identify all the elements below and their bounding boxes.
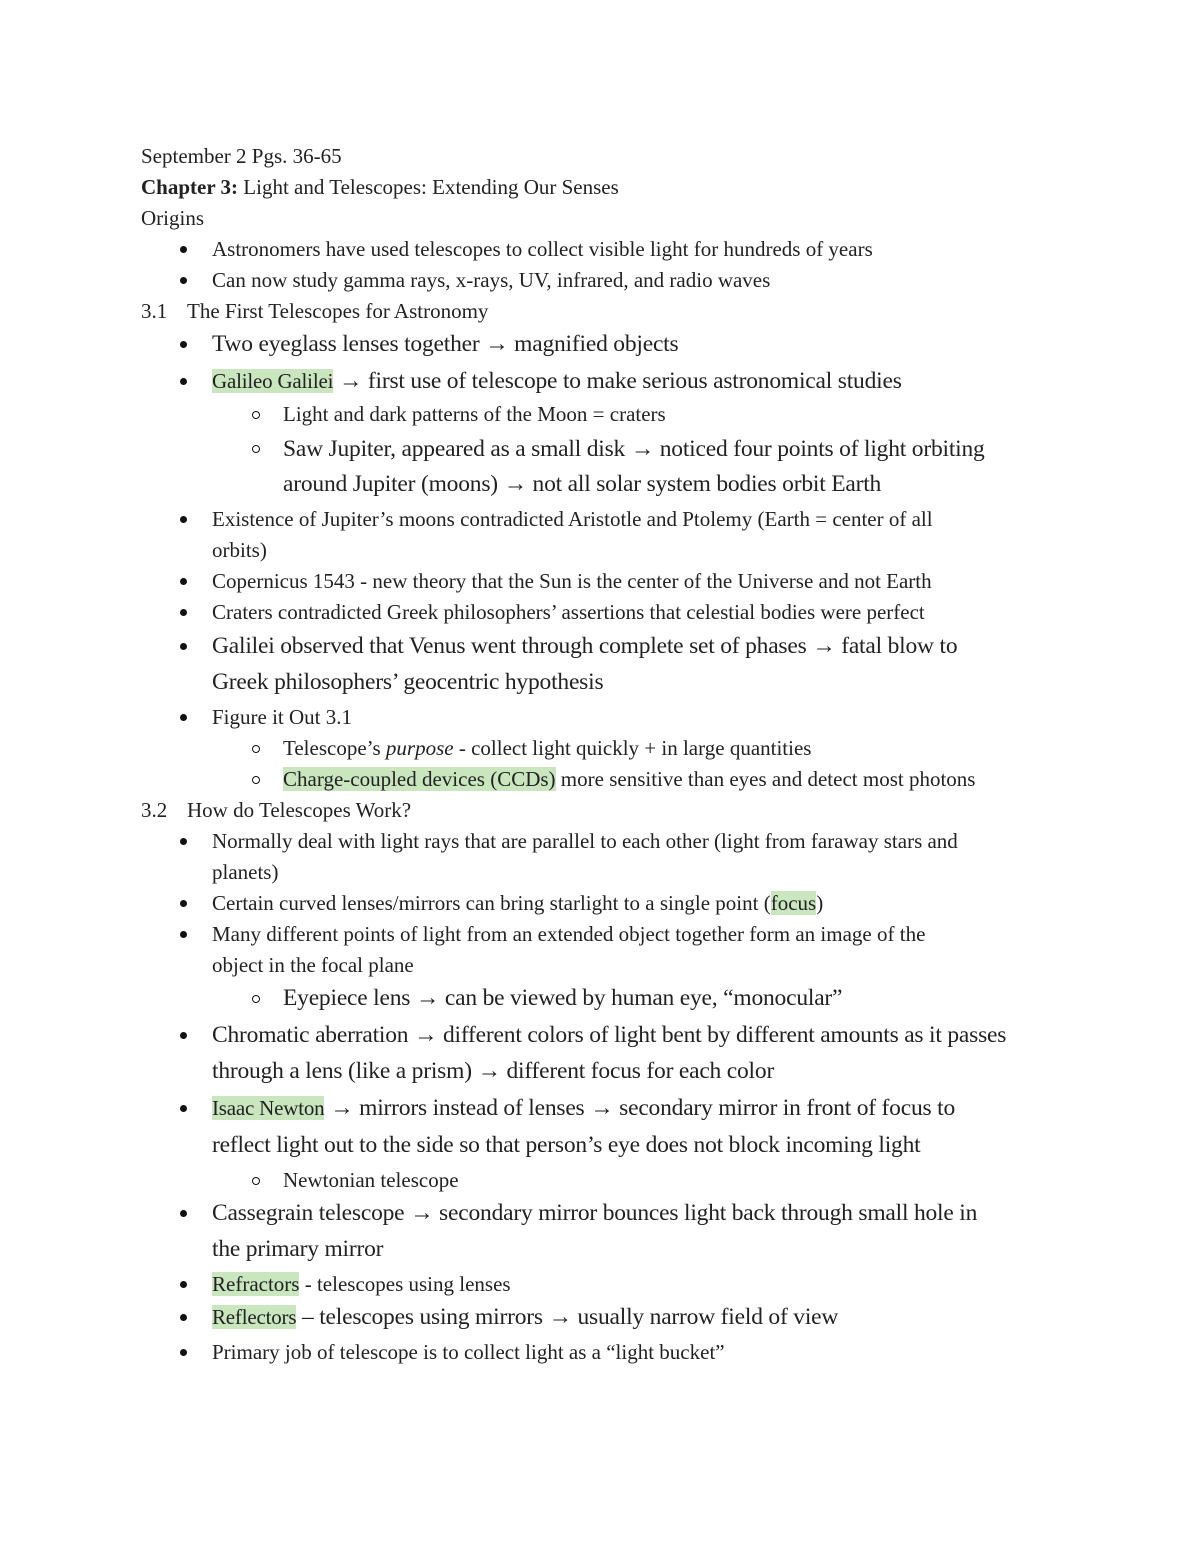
list-item — [212, 888, 823, 919]
list-item — [212, 1269, 511, 1300]
chapter-title: Light and Telescopes: Extending Our Senses — [243, 175, 619, 199]
list-item: Copernicus 1543 - new theory that the Sun is the center of the Universe and not Earth — [212, 569, 932, 593]
bullet-icon — [180, 714, 187, 721]
bullet-icon — [180, 643, 187, 650]
sub-list-item — [283, 733, 811, 764]
sub-list-item: Light and dark patterns of the Moon = craters — [283, 402, 666, 426]
highlighted-term: Reflectors — [212, 1305, 297, 1329]
bullet-icon — [180, 1105, 187, 1112]
list-item: Existence of Jupiter’s moons contradicted Aristotle and Ptolemy (Earth = center of all — [212, 507, 933, 531]
sub-list-item-text: - collect light quickly + in large quantities — [453, 736, 812, 760]
bullet-icon — [180, 1281, 187, 1288]
sub-bullet-icon — [252, 1177, 260, 1185]
bullet-icon — [180, 378, 187, 385]
list-item: Craters contradicted Greek philosophers’ assertions that celestial bodies were perfect — [212, 600, 925, 624]
list-item: Cassegrain telescope → secondary mirror bounces light back through small hole in — [212, 1200, 978, 1226]
sub-list-item-text: Telescope’s — [283, 736, 386, 760]
sub-bullet-icon — [252, 445, 260, 453]
sub-bullet-icon — [252, 776, 260, 784]
bullet-icon — [180, 1314, 187, 1321]
bullet-icon — [180, 578, 187, 585]
chapter-label: Chapter 3: — [141, 175, 239, 199]
list-item — [212, 363, 902, 399]
list-item-text: ) — [816, 891, 824, 915]
list-item-continued: the primary mirror — [212, 1236, 384, 1262]
highlighted-term: Refractors — [212, 1272, 300, 1296]
list-item-continued: object in the focal plane — [212, 953, 414, 977]
list-item-continued: orbits) — [212, 538, 267, 562]
bullet-icon — [180, 516, 187, 523]
highlighted-term: Galileo Galilei — [212, 369, 334, 393]
bullet-icon — [180, 277, 187, 284]
highlighted-term: focus — [770, 891, 817, 915]
bullet-icon — [180, 246, 187, 253]
list-item: Primary job of telescope is to collect light as a “light bucket” — [212, 1340, 725, 1364]
list-item: Can now study gamma rays, x-rays, UV, infrared, and radio waves — [212, 268, 771, 292]
list-item: Normally deal with light rays that are parallel to each other (light from faraway stars and — [212, 829, 958, 853]
list-item: Galilei observed that Venus went through complete set of phases → fatal blow to — [212, 633, 958, 659]
list-item: Figure it Out 3.1 — [212, 705, 352, 729]
bullet-icon — [180, 1032, 187, 1039]
sub-list-item — [283, 764, 975, 795]
highlighted-term: Charge-coupled devices (CCDs) — [283, 767, 556, 791]
list-item-text: – telescopes using mirrors → usually narrow field of view — [296, 1304, 839, 1330]
sub-list-item: Saw Jupiter, appeared as a small disk → noticed four points of light orbiting — [283, 436, 985, 462]
list-item-text: Certain curved lenses/mirrors can bring starlight to a single point ( — [212, 891, 771, 915]
sub-list-item-continued: around Jupiter (moons) → not all solar system bodies orbit Earth — [283, 471, 882, 497]
origins-heading: Origins — [141, 206, 204, 230]
emphasis: purpose — [385, 736, 454, 760]
bullet-icon — [180, 609, 187, 616]
sub-list-item: Eyepiece lens → can be viewed by human eye, “monocular” — [283, 985, 843, 1011]
list-item-text: → mirrors instead of lenses → secondary mirror in front of focus to — [324, 1095, 956, 1121]
section-title: The First Telescopes for Astronomy — [187, 299, 489, 323]
list-item: Astronomers have used telescopes to collect visible light for hundreds of years — [212, 237, 873, 261]
bullet-icon — [180, 1210, 187, 1217]
list-item: Many different points of light from an extended object together form an image of the — [212, 922, 926, 946]
list-item: Two eyeglass lenses together → magnified objects — [212, 331, 679, 357]
list-item — [212, 1090, 955, 1126]
list-item-continued: Greek philosophers’ geocentric hypothesis — [212, 669, 604, 695]
section-heading-3-1 — [141, 296, 488, 327]
date-line: September 2 Pgs. 36-65 — [141, 144, 342, 168]
list-item-continued: through a lens (like a prism) → different focus for each color — [212, 1058, 775, 1084]
list-item — [212, 1299, 838, 1335]
bullet-icon — [180, 341, 187, 348]
bullet-icon — [180, 931, 187, 938]
bullet-icon — [180, 1349, 187, 1356]
bullet-icon — [180, 900, 187, 907]
section-heading-3-2 — [141, 795, 411, 826]
sub-bullet-icon — [252, 745, 260, 753]
bullet-icon — [180, 838, 187, 845]
list-item-continued: planets) — [212, 860, 279, 884]
sub-bullet-icon — [252, 411, 260, 419]
section-number: 3.2 — [141, 798, 168, 822]
sub-bullet-icon — [252, 995, 260, 1003]
sub-list-item-text: more sensitive than eyes and detect most photons — [555, 767, 976, 791]
section-number: 3.1 — [141, 299, 168, 323]
sub-list-item: Newtonian telescope — [283, 1168, 459, 1192]
section-title: How do Telescopes Work? — [187, 798, 412, 822]
list-item-continued: reflect light out to the side so that person’s eye does not block incoming light — [212, 1132, 921, 1158]
chapter-heading — [141, 172, 619, 203]
list-item: Chromatic aberration → different colors of light bent by different amounts as it passes — [212, 1022, 1007, 1048]
list-item-text: - telescopes using lenses — [299, 1272, 511, 1296]
highlighted-term: Isaac Newton — [212, 1096, 325, 1120]
list-item-text: → first use of telescope to make serious astronomical studies — [333, 368, 902, 394]
